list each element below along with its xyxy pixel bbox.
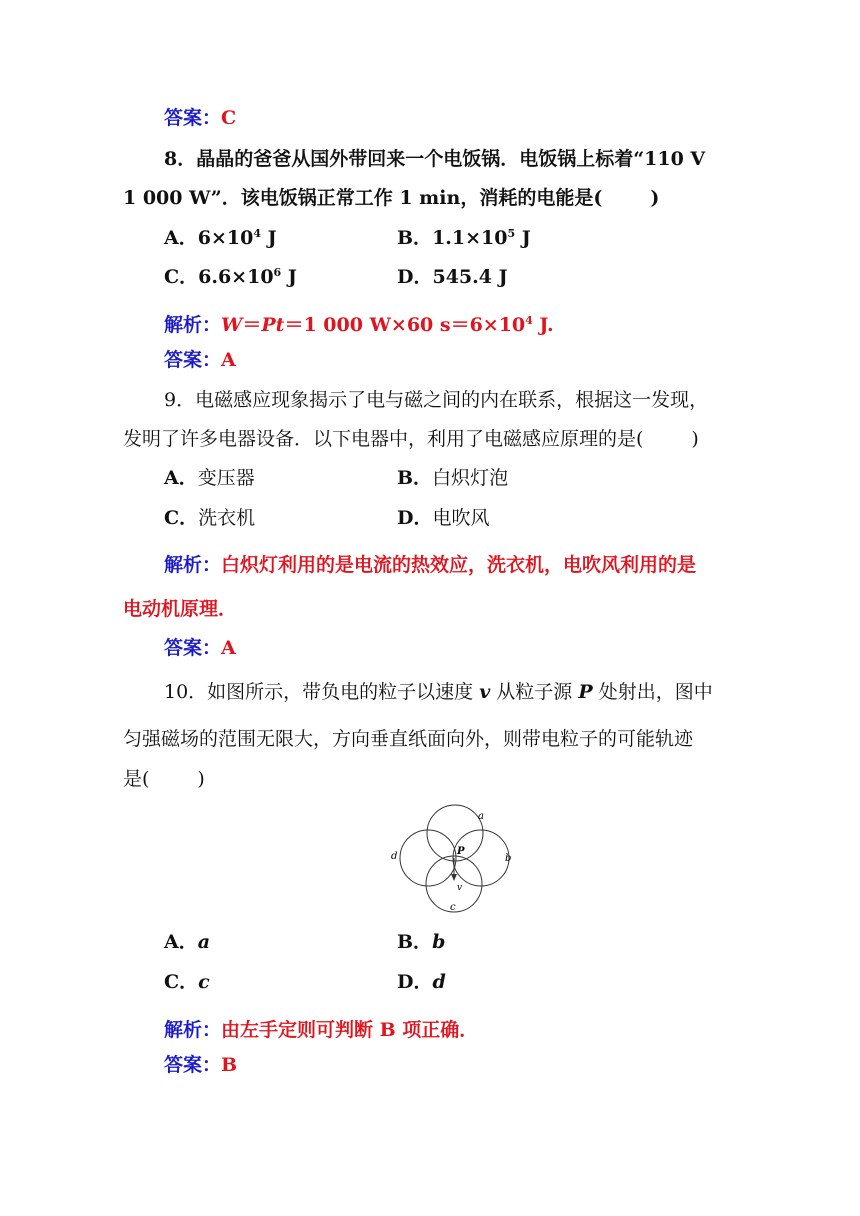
label-c: c: [450, 902, 456, 913]
q8-analysis: 解析：W＝Pt＝1 000 W×60 $s=6\times 10^4$ J.: [164, 314, 554, 336]
q9-answer: [164, 636, 236, 660]
label-p: P: [457, 846, 465, 857]
q9-option-c: C．洗衣机: [164, 507, 256, 529]
answer-label: 答案：: [164, 349, 222, 371]
q9-text: 发明了许多电器设备．以下电器中，利用了电磁感应原理的是(: [123, 428, 644, 450]
q10-stem-line1: 10．如图所示，带负电的粒子以速度 v 从粒子源 P 处射出，图中: [164, 681, 713, 703]
label-b: b: [505, 853, 512, 864]
q8-stem-line2: [123, 186, 659, 210]
q8-text: 1 000 W”．该电饭锅正常工作 1 min，消耗的电能是(: [123, 187, 603, 209]
q9-option-a: A．变压器: [164, 467, 255, 489]
trajectory-diagram: [385, 800, 520, 918]
q10-stem-line3: 是( ): [123, 768, 205, 790]
q9-option-b: B．白炽灯泡: [397, 467, 509, 489]
velocity-arrowhead: [451, 874, 457, 881]
q8-text: 8．晶晶的爸爸从国外带回来一个电饭锅．电饭锅上标着“110 V: [164, 148, 706, 170]
q9-option-d: D．电吹风: [397, 507, 490, 529]
answer-value: B: [221, 1054, 238, 1076]
q9-analysis-line2: 电动机原理．: [123, 598, 238, 620]
label-a: a: [478, 811, 484, 822]
analysis-label: 解析：: [164, 314, 222, 336]
q10-option-c: C．c: [164, 971, 210, 993]
q8-stem-line1: [164, 147, 705, 171]
label-v: v: [457, 883, 463, 893]
q10-option-b: B．b: [397, 931, 446, 953]
q10-option-a: A．a: [164, 931, 211, 953]
q10-option-d: D．d: [397, 971, 446, 993]
q8-answer: [164, 348, 236, 372]
answer-label: 答案：: [164, 637, 222, 659]
q9-stem-line1: [164, 388, 708, 412]
answer-value: C: [221, 107, 237, 129]
answer-label: 答案：: [164, 1054, 222, 1076]
label-d: d: [391, 851, 398, 862]
q10-answer: [164, 1053, 237, 1077]
answer-value: A: [221, 349, 236, 371]
q8-option-b: B．$1.1\times 10^5$ J: [397, 227, 531, 249]
q8-option-d: D．545.4 J: [397, 266, 508, 288]
q8-option-a: A．$6\times 10^4$ J: [164, 227, 277, 249]
q8-paren-close: ): [650, 187, 660, 209]
q9-analysis-line1: 解析：白炽灯利用的是电流的热效应，洗衣机，电吹风利用的是: [164, 554, 697, 576]
analysis-label: 解析：: [164, 1019, 222, 1041]
analysis-label: 解析：: [164, 554, 222, 576]
answer-value: A: [221, 637, 236, 659]
q9-stem-line2: 发明了许多电器设备．以下电器中，利用了电磁感应原理的是( ): [123, 428, 699, 450]
q8-option-c: C．$6.6\times 10^6$ J: [164, 266, 297, 288]
q10-stem-line2: 匀强磁场的范围无限大，方向垂直纸面向外，则带电粒子的可能轨迹: [123, 728, 694, 750]
q7-answer: [164, 106, 236, 130]
answer-label: 答案：: [164, 107, 222, 129]
q9-text: 9．电磁感应现象揭示了电与磁之间的内在联系，根据这一发现，: [164, 389, 709, 411]
q10-analysis: 解析：由左手定则可判断 B 项正确．: [164, 1019, 479, 1041]
